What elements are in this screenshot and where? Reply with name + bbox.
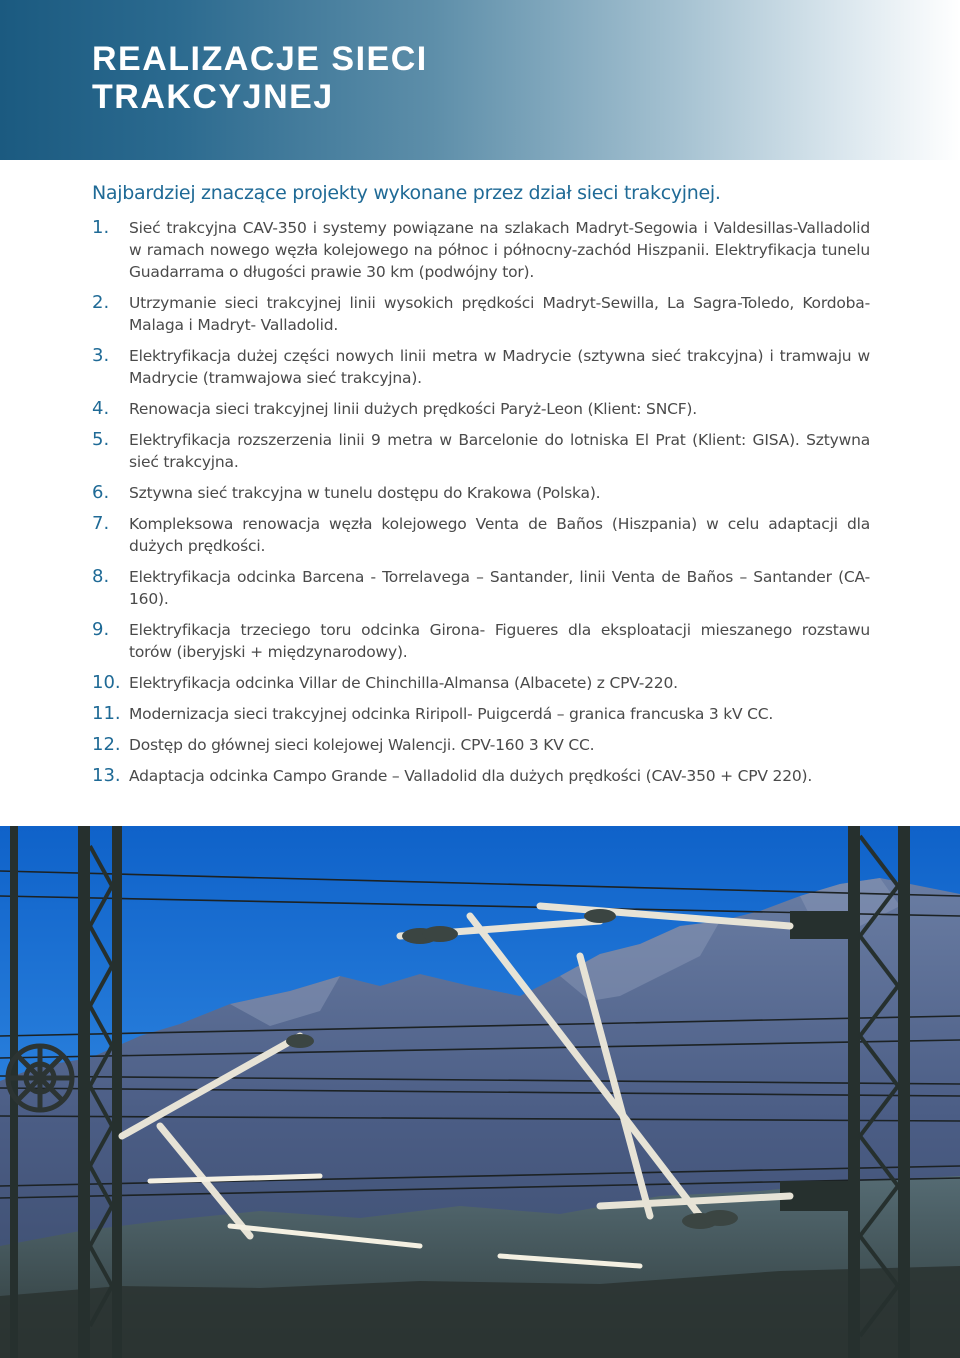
project-description: Elektryfikacja trzeciego toru odcinka Girona- Figueres dla eksploatacji mieszanego rozstawu torów (iberyjski + międzynarodowy).: [129, 621, 870, 661]
project-item-7: [92, 513, 870, 557]
project-item-1: [92, 217, 870, 283]
project-number: 13.: [92, 765, 121, 786]
project-description: Modernizacja sieci trakcyjnej odcinka Riripoll- Puigcerdá – granica francuska 3 kV CC.: [129, 705, 774, 723]
project-number: 10.: [92, 672, 121, 693]
project-item-4: [92, 398, 870, 420]
project-description: Dostęp do głównej sieci kolejowej Walencji. CPV-160 3 KV CC.: [129, 736, 595, 754]
project-item-2: [92, 292, 870, 336]
project-number: 7.: [92, 513, 110, 534]
page-title: REALIZACJE SIECI TRAKCYJNEJ: [92, 40, 428, 116]
project-item-8: [92, 566, 870, 610]
project-item-9: [92, 619, 870, 663]
project-number: 9.: [92, 619, 110, 640]
intro-heading: Najbardziej znaczące projekty wykonane przez dział sieci trakcyjnej.: [92, 182, 721, 204]
project-description: Elektryfikacja rozszerzenia linii 9 metra w Barcelonie do lotniska El Prat (Klient: GISA). Sztywna sieć trakcyjna.: [129, 431, 870, 471]
project-list: [92, 217, 870, 796]
project-item-6: [92, 482, 870, 504]
project-description: Elektryfikacja dużej części nowych linii metra w Madrycie (sztywna sieć trakcyjna) i tramwaju w Madrycie (tramwajowa sieć trakcyjna).: [129, 347, 870, 387]
project-description: Kompleksowa renowacja węzła kolejowego Venta de Baños (Hiszpania) w celu adaptacji dla dużych prędkości.: [129, 515, 870, 555]
project-description: Sieć trakcyjna CAV-350 i systemy powiązane na szlakach Madryt-Segowia i Valdesillas-Valladolid w ramach nowego węzła kolejowego na północ i północny-zachód Hiszpanii. Elektryfikacja tunelu Guadarrama o długości prawie 30 km (podwójny tor).: [129, 219, 870, 281]
project-number: 2.: [92, 292, 110, 313]
project-item-3: [92, 345, 870, 389]
project-number: 4.: [92, 398, 110, 419]
project-item-5: [92, 429, 870, 473]
project-number: 3.: [92, 345, 110, 366]
project-number: 12.: [92, 734, 121, 755]
header-band: [0, 0, 960, 160]
project-description: Elektryfikacja odcinka Barcena - Torrelavega – Santander, linii Venta de Baños – Santander (CA-160).: [129, 568, 870, 608]
project-item-11: [92, 703, 870, 725]
tension-wheel: [8, 1046, 72, 1110]
project-description: Sztywna sieć trakcyjna w tunelu dostępu do Krakowa (Polska).: [129, 484, 601, 502]
project-number: 1.: [92, 217, 110, 238]
project-number: 11.: [92, 703, 121, 724]
project-description: Renowacja sieci trakcyjnej linii dużych prędkości Paryż-Leon (Klient: SNCF).: [129, 400, 697, 418]
project-number: 8.: [92, 566, 110, 587]
project-description: Adaptacja odcinka Campo Grande – Valladolid dla dużych prędkości (CAV-350 + CPV 220).: [129, 767, 813, 785]
project-item-13: [92, 765, 870, 787]
project-description: Elektryfikacja odcinka Villar de Chinchilla-Almansa (Albacete) z CPV-220.: [129, 674, 678, 692]
project-item-10: [92, 672, 870, 694]
project-number: 6.: [92, 482, 110, 503]
project-item-12: [92, 734, 870, 756]
catenary-photo: [0, 826, 960, 1358]
project-number: 5.: [92, 429, 110, 450]
project-description: Utrzymanie sieci trakcyjnej linii wysokich prędkości Madryt-Sewilla, La Sagra-Toledo, Kordoba-Malaga i Madryt- Valladolid.: [129, 294, 870, 334]
